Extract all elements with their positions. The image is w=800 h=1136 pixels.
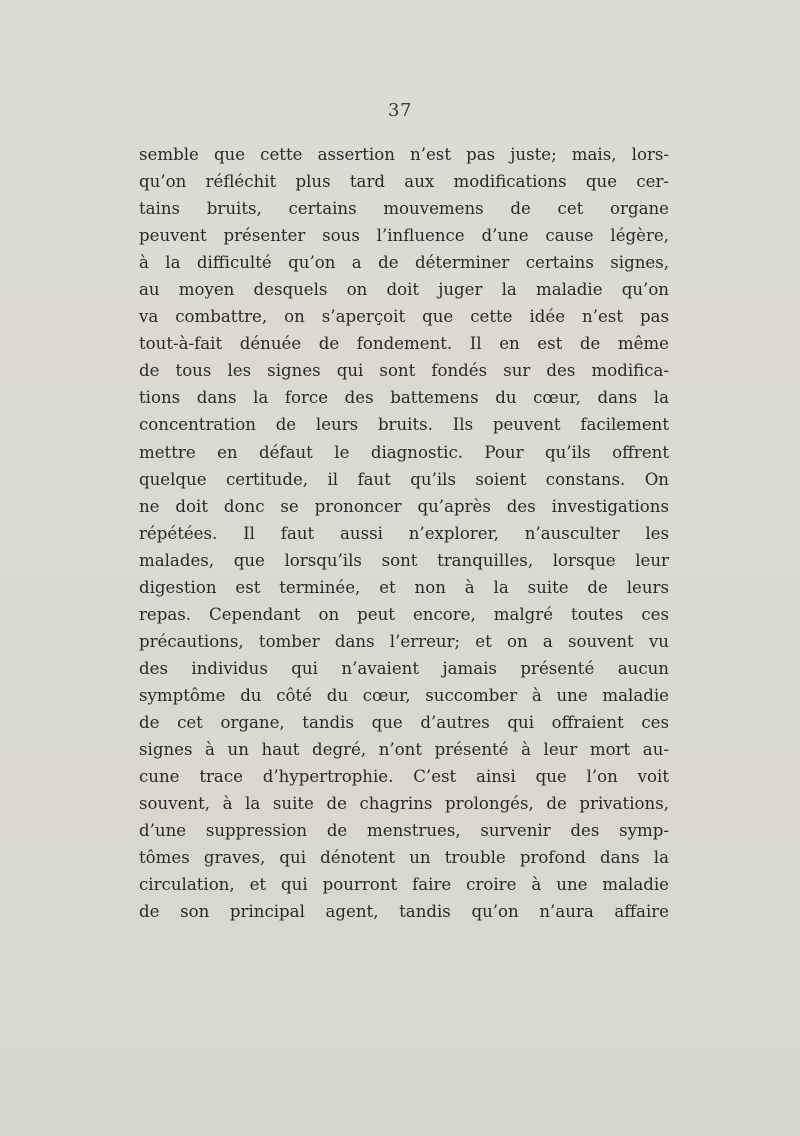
text-line: circulation, et qui pourront faire croire à une maladie (139, 875, 669, 895)
text-line: tômes graves, qui dénotent un trouble profond dans la (139, 848, 669, 868)
body-text (139, 141, 669, 925)
text-line: tions dans la force des battemens du cœur, dans la (139, 388, 669, 408)
text-line: qu’on réfléchit plus tard aux modifications que cer- (139, 172, 669, 192)
text-line: précautions, tomber dans l’erreur; et on a souvent vu (139, 631, 669, 651)
text-line: tains bruits, certains mouvemens de cet organe (139, 199, 669, 219)
text-line: mettre en défaut le diagnostic. Pour qu’ils offrent (139, 442, 669, 462)
text-line: semble que cette assertion n’est pas juste; mais, lors- (139, 145, 669, 164)
text-line: de cet organe, tandis que d’autres qui offraient ces (139, 712, 669, 732)
text-line: à la difficulté qu’on a de déterminer certains signes, (139, 253, 669, 273)
page-number: 37 (388, 100, 412, 121)
text-line: va combattre, on s’aperçoit que cette idée n’est pas (139, 307, 669, 327)
text-line: répétées. Il faut aussi n’explorer, n’ausculter les (139, 523, 669, 543)
text-line: tout-à-fait dénuée de fondement. Il en est de même (139, 334, 669, 354)
text-line: des individus qui n’avaient jamais présenté aucun (139, 658, 669, 678)
text-line: cune trace d’hypertrophie. C’est ainsi que l’on voit (139, 767, 669, 787)
text-line: repas. Cependant on peut encore, malgré toutes ces (139, 604, 669, 624)
text-line: de son principal agent, tandis qu’on n’aura affaire (139, 902, 669, 922)
text-line: signes à un haut degré, n’ont présenté à leur mort au- (139, 740, 669, 760)
text-line: concentration de leurs bruits. Ils peuvent facilement (139, 415, 669, 435)
text-line: symptôme du côté du cœur, succomber à une maladie (139, 685, 669, 705)
text-line: malades, que lorsqu’ils sont tranquilles, lorsque leur (139, 550, 669, 570)
text-line: digestion est terminée, et non à la suite de leurs (139, 577, 669, 597)
text-line: quelque certitude, il faut qu’ils soient constans. On (139, 469, 669, 489)
text-line: peuvent présenter sous l’influence d’une cause légère, (139, 226, 669, 246)
text-line: souvent, à la suite de chagrins prolongés, de privations, (139, 794, 669, 814)
text-line: d’une suppression de menstrues, survenir des symp- (139, 821, 669, 841)
text-line: ne doit donc se prononcer qu’après des investigations (139, 496, 669, 516)
text-line: de tous les signes qui sont fondés sur des modifica- (139, 361, 669, 381)
text-line: au moyen desquels on doit juger la maladie qu’on (139, 280, 669, 300)
